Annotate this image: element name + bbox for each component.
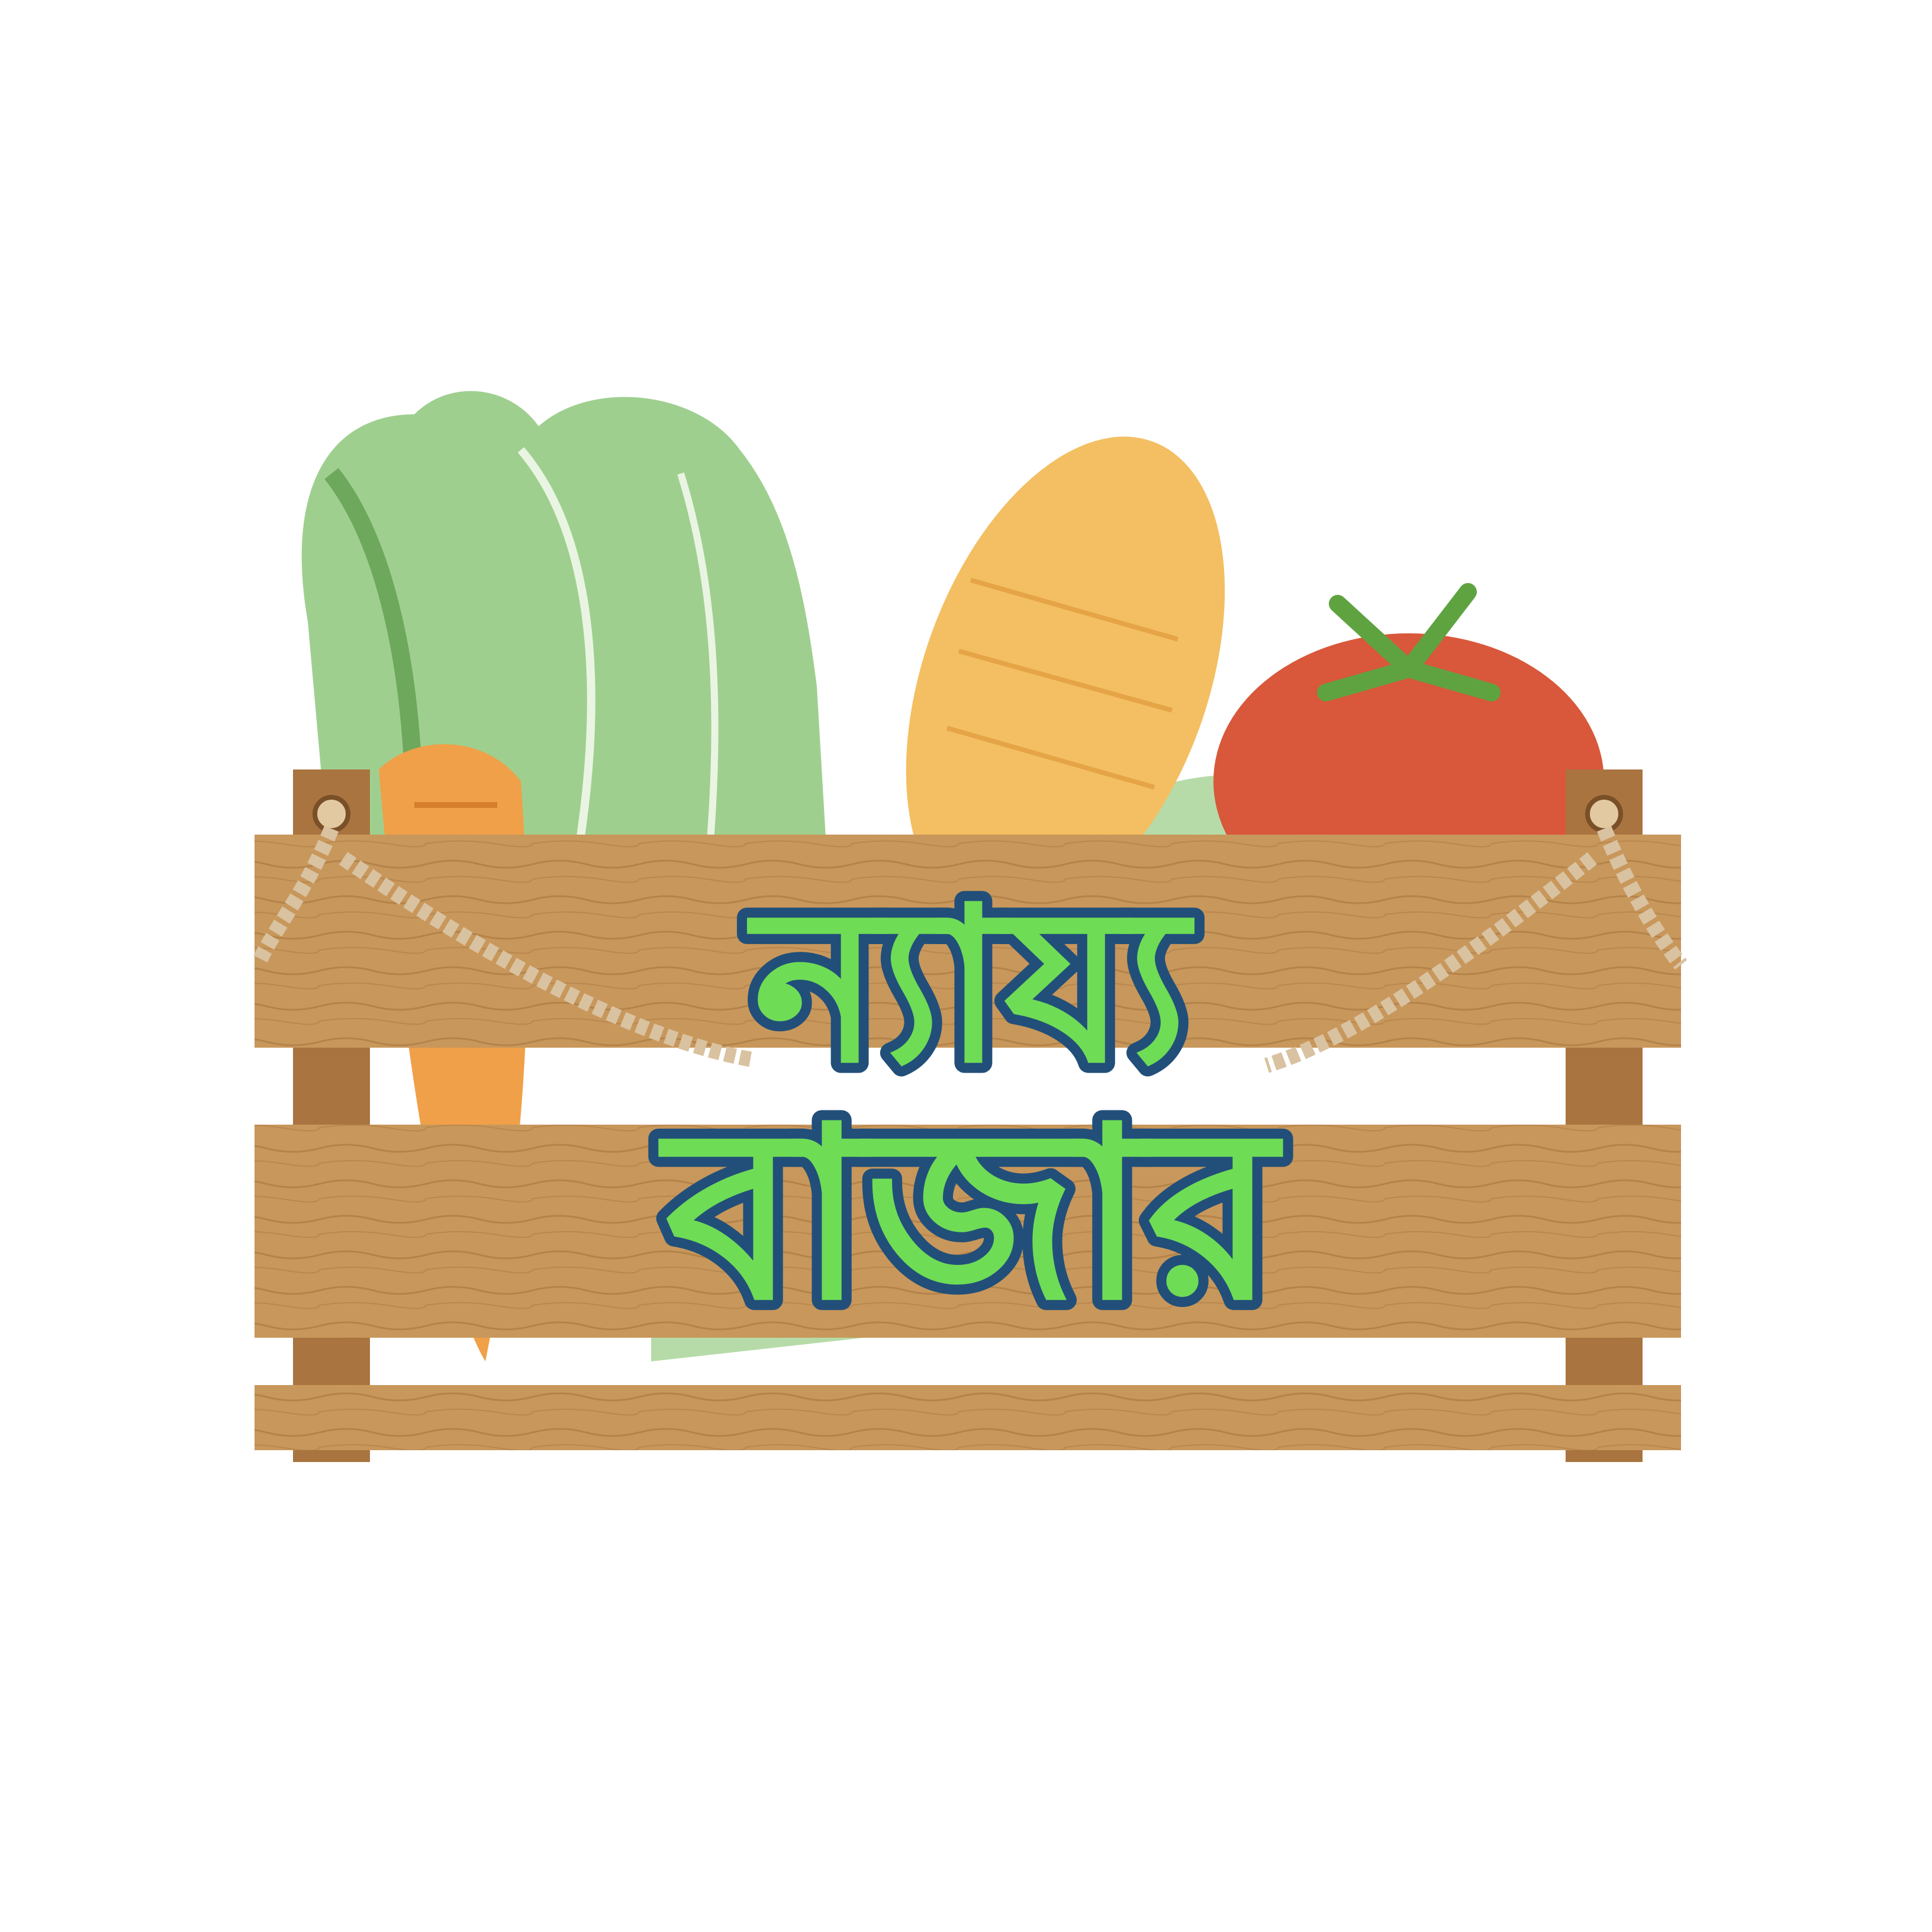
title-line-1: ন্যায্য (753, 862, 1189, 1110)
title-line-2: বাজার (665, 1077, 1277, 1353)
